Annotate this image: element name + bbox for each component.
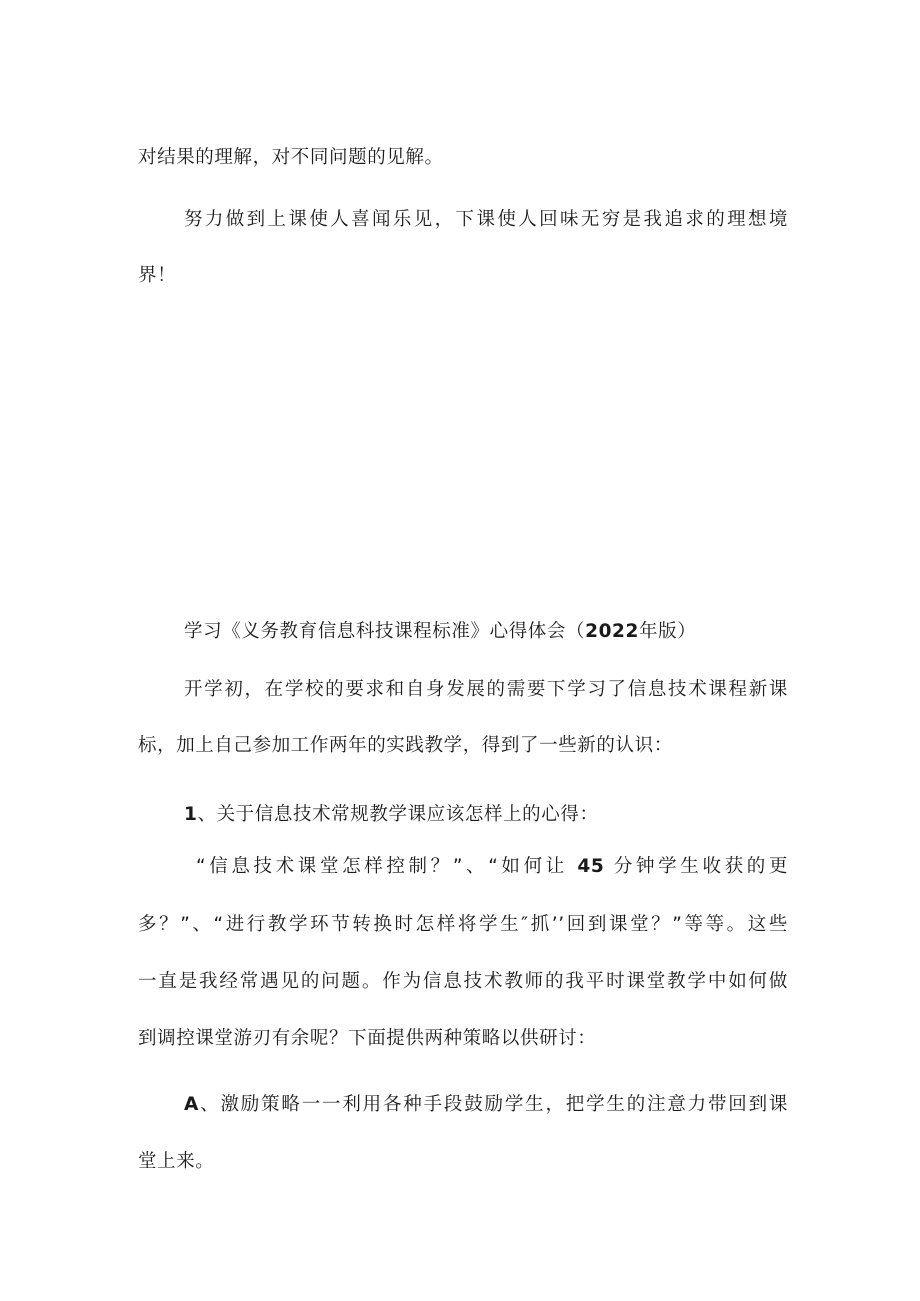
list-heading-text: 、关于信息技术常规教学课应该怎样上的心得： bbox=[197, 804, 599, 825]
paragraph-line: 开学初，在学校的要求和自身发展的需要下学习了信息技术课程新课 bbox=[184, 679, 788, 700]
list-heading bbox=[184, 1093, 788, 1117]
section-title bbox=[184, 620, 788, 644]
text-segment: 分钟学生收获的更 bbox=[613, 856, 788, 877]
paragraph-line: 对结果的理解，对不同问题的见解。 bbox=[138, 147, 444, 168]
paragraph-line: 到调控课堂游刃有余呢？下面提供两种策略以供研讨： bbox=[138, 1028, 597, 1049]
number-segment: 45 bbox=[577, 856, 605, 877]
paragraph-line: 一直是我经常遇见的问题。作为信息技术教师的我平时课堂教学中如何做 bbox=[138, 971, 788, 992]
title-year: 2022 bbox=[585, 621, 639, 642]
paragraph-line: 界！ bbox=[138, 265, 177, 286]
list-heading-text: 、激励策略一一利用各种手段鼓励学生，把学生的注意力带回到课 bbox=[198, 1094, 788, 1115]
text-segment: “信息技术课堂怎样控制？”、“如何让 bbox=[196, 856, 568, 877]
list-number: 1 bbox=[184, 804, 198, 825]
list-letter: A bbox=[184, 1094, 199, 1115]
paragraph-line: 多？”、“进行教学环节转换时怎样将学生″抓’’回到课堂？”等等。这些 bbox=[138, 914, 788, 935]
paragraph-line: 堂上来。 bbox=[138, 1151, 215, 1172]
title-text-end: 年版） bbox=[639, 621, 697, 642]
title-text: 学习《义务教育信息科技课程标准》心得体会（ bbox=[184, 621, 586, 642]
paragraph-line: 标，加上自己参加工作两年的实践教学，得到了一些新的认识： bbox=[138, 735, 673, 756]
list-heading bbox=[184, 803, 788, 827]
paragraph-line: 努力做到上课使人喜闻乐见，下课使人回味无穷是我追求的理想境 bbox=[184, 209, 788, 230]
paragraph-line bbox=[196, 855, 788, 879]
